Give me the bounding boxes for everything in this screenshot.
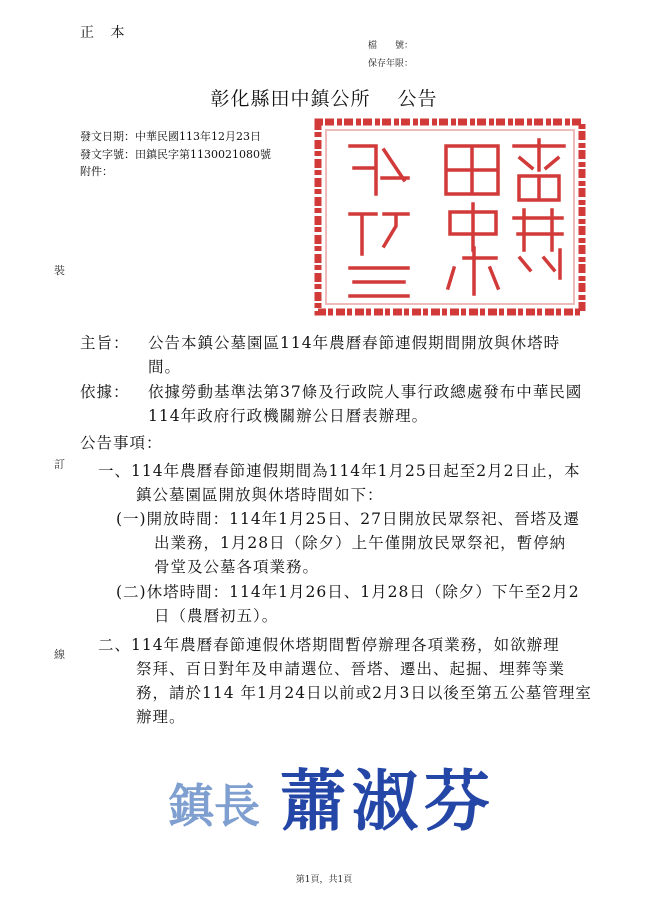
- document-number: 發文字號：田鎮民字第1130021080號: [80, 148, 271, 161]
- basis-line: 依據勞動基準法第37條及行政院人事行政總處發布中華民國: [148, 383, 583, 401]
- mayor-signature: [168, 752, 498, 842]
- notice-line: 一、114年農曆春節連假期間為114年1月25日起至2月2日止，本: [98, 462, 581, 480]
- notice-line: 務，請於114 年1月24日以前或2月3日以後至第五公墓管理室: [136, 684, 592, 702]
- issue-date: 發文日期：中華民國113年12月23日: [80, 130, 261, 143]
- subject-line: 公告本鎮公墓園區114年農曆春節連假期間開放與休塔時: [148, 334, 561, 352]
- copy-mark: 正 本: [80, 25, 131, 41]
- official-seal: [314, 118, 586, 316]
- subject-label: 主旨：: [80, 334, 130, 352]
- notice-line: 二、114年農曆春節連假休塔期間暫停辦理各項業務，如欲辦理: [98, 636, 560, 654]
- signature-title: 鎮長: [168, 779, 260, 833]
- document-title: 彰化縣田中鎮公所 公告: [210, 88, 438, 110]
- notice-line: (二)休塔時間：114年1月26日、1月28日（除夕）下午至2月2: [116, 583, 580, 601]
- page-footer: 第1頁，共1頁: [295, 875, 353, 885]
- notice-line: 出業務，1月28日（除夕）上午僅開放民眾祭祀，暫停納: [154, 534, 567, 552]
- binding-mark-3: 線: [54, 648, 65, 661]
- notice-items-title: 公告事項：: [80, 434, 163, 452]
- attachment-label: 附件：: [80, 165, 113, 178]
- retention-label: 保存年限：: [368, 59, 414, 69]
- notice-line: (一)開放時間：114年1月25日、27日開放民眾祭祀、晉塔及遷: [116, 510, 580, 528]
- notice-line: 鎮公墓園區開放與休塔時間如下：: [136, 486, 384, 504]
- basis-line: 114年政府行政機關辦公日曆表辦理。: [148, 407, 429, 425]
- file-number-label: 檔 號：: [368, 41, 414, 51]
- notice-line: 辦理。: [136, 708, 186, 726]
- subject-line: 間。: [148, 358, 182, 376]
- notice-line: 骨堂及公墓各項業務。: [154, 558, 320, 576]
- notice-line: 祭拜、百日對年及申請選位、晉塔、遷出、起掘、埋葬等業: [136, 660, 566, 678]
- signature-name: 蕭淑芬: [280, 762, 496, 840]
- binding-mark-1: 裝: [54, 264, 65, 277]
- basis-label: 依據：: [80, 383, 130, 401]
- notice-line: 日（農曆初五）。: [154, 607, 279, 625]
- binding-mark-2: 訂: [54, 458, 65, 471]
